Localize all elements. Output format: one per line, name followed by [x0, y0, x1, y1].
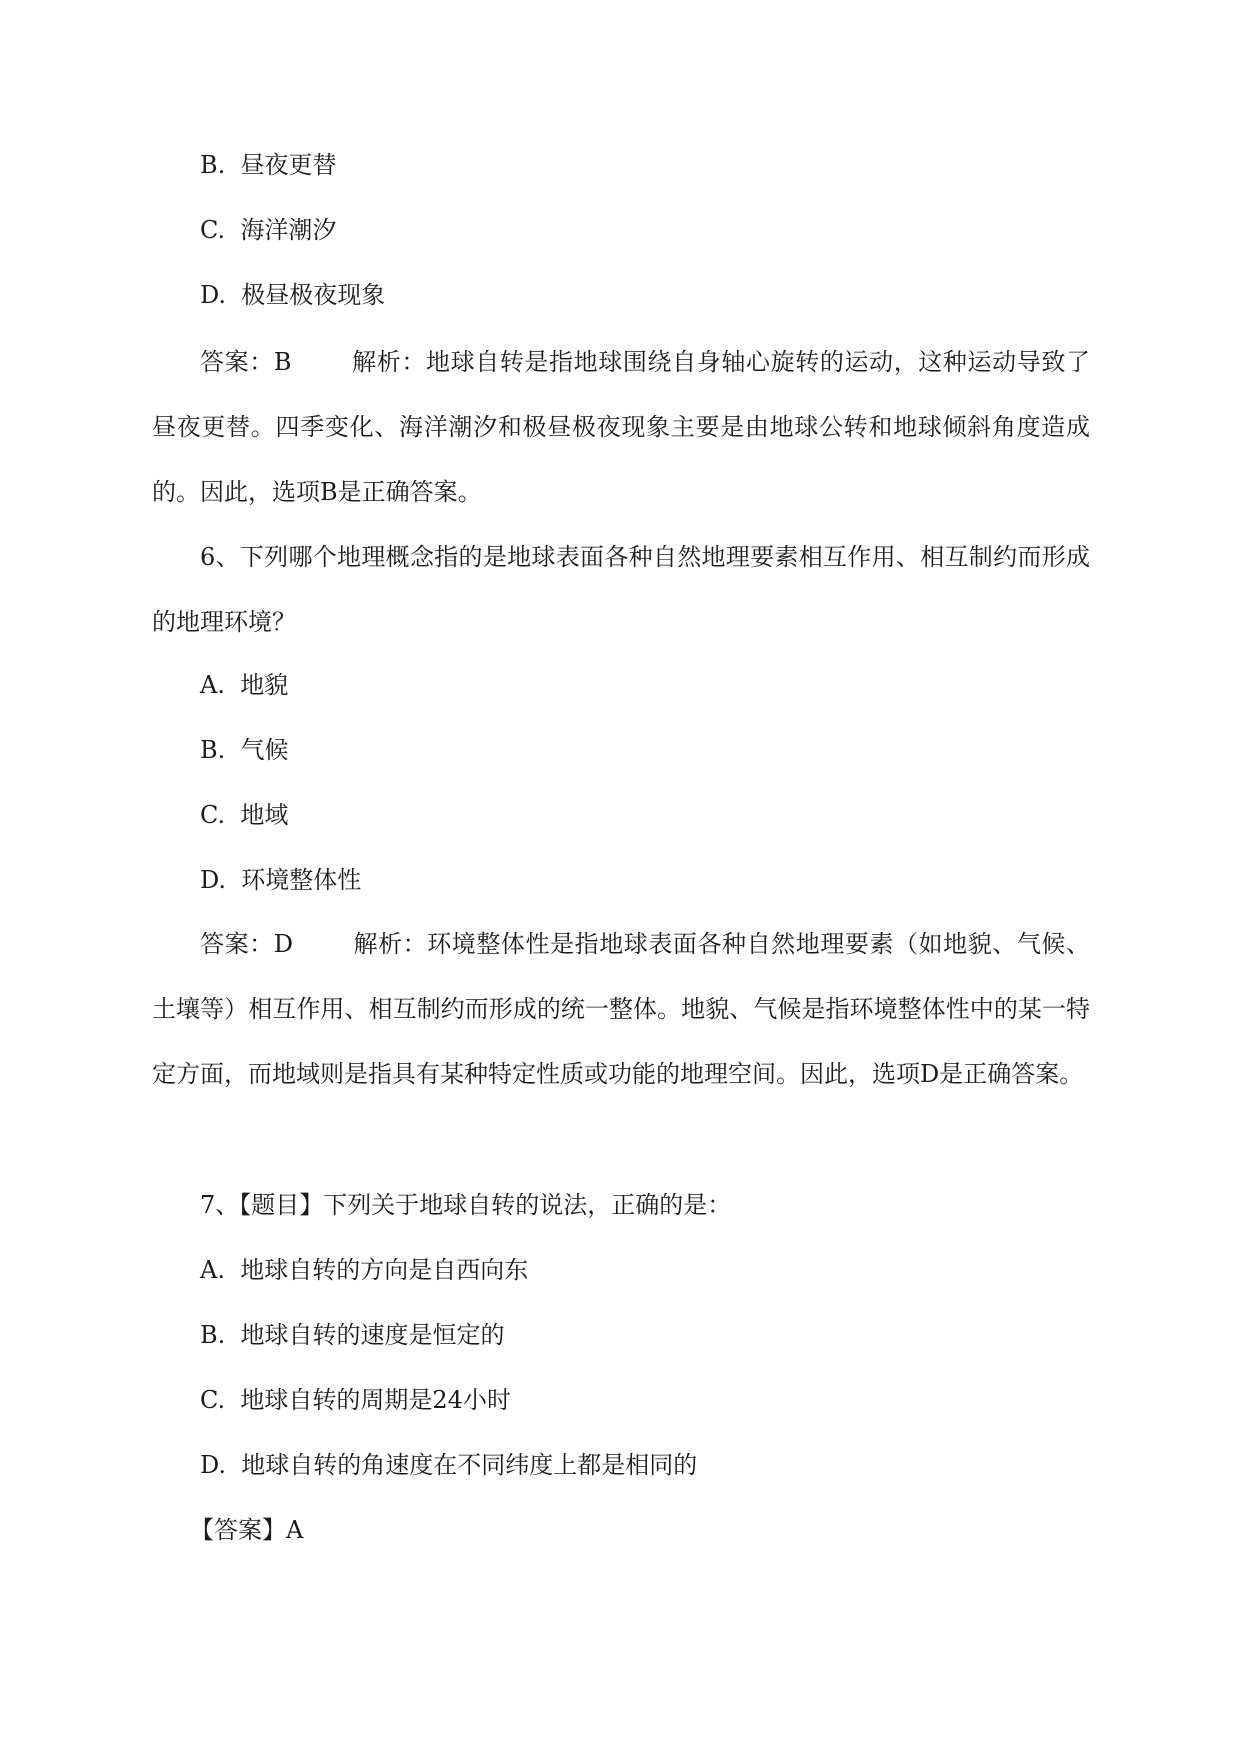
option-text: 地貌 [240, 671, 289, 699]
q6-option-b [200, 735, 289, 765]
q7-question-text: 7、【题目】下列关于地球自转的说法，正确的是： [200, 1191, 732, 1219]
q5-analysis: 解析：地球自转是指地球围绕自身轴心旋转的运动，这种运动导致了昼夜更替。四季变化、海洋潮汐和极昼极夜现象主要是由地球公转和地球倾斜角度造成的。因此，选项B是正确答案。 [152, 348, 1091, 506]
option-letter: D. [200, 281, 227, 309]
q6-analysis: 解析：环境整体性是指地球表面各种自然地理要素（如地貌、气候、土壤等）相互作用、相互制约而形成的统一整体。地貌、气候是指环境整体性中的某一特定方面，而地域则是指具有某种特定性质或功能的地理空间。因此，选项D是正确答案。 [152, 930, 1090, 1088]
q6-option-d [200, 865, 361, 895]
option-text: 昼夜更替 [240, 151, 337, 179]
q5-option-b [200, 150, 337, 180]
q7-answer-text: 【答案】A [190, 1516, 304, 1544]
option-letter: D. [200, 1451, 227, 1479]
q7-option-d [200, 1450, 697, 1480]
option-letter: A. [200, 671, 225, 699]
q6-question-text: 6、下列哪个地理概念指的是地球表面各种自然地理要素相互作用、相互制约而形成的地理环境？ [152, 543, 1090, 636]
option-text: 气候 [240, 736, 289, 764]
option-text: 地球自转的周期是24小时 [240, 1386, 511, 1414]
q5-option-c [200, 215, 336, 245]
option-letter: C. [200, 216, 226, 244]
q7-answer [190, 1515, 303, 1545]
option-letter: B. [200, 736, 226, 764]
option-text: 极昼极夜现象 [241, 281, 386, 309]
q7-option-a [200, 1255, 528, 1285]
option-letter: B. [200, 1321, 226, 1349]
option-letter: C. [200, 801, 226, 829]
q6-option-a [200, 670, 288, 700]
q7-option-b [200, 1320, 505, 1350]
q6-option-c [200, 800, 288, 830]
q5-answer: 答案：B [200, 348, 292, 376]
option-text: 地球自转的角速度在不同纬度上都是相同的 [241, 1451, 698, 1479]
option-text: 环境整体性 [241, 866, 362, 894]
q5-option-d [200, 280, 385, 310]
q5-answer-paragraph [152, 330, 1090, 525]
option-letter: B. [200, 151, 226, 179]
q6-answer-paragraph [152, 912, 1090, 1107]
q6-question [152, 525, 1090, 655]
q7-option-c [200, 1385, 511, 1415]
option-letter: A. [200, 1256, 225, 1284]
option-letter: D. [200, 866, 227, 894]
option-letter: C. [200, 1386, 226, 1414]
option-text: 地球自转的速度是恒定的 [240, 1321, 505, 1349]
q7-question [200, 1190, 731, 1220]
option-text: 海洋潮汐 [240, 216, 337, 244]
q6-answer: 答案：D [200, 930, 293, 958]
option-text: 地球自转的方向是自西向东 [240, 1256, 529, 1284]
option-text: 地域 [240, 801, 289, 829]
